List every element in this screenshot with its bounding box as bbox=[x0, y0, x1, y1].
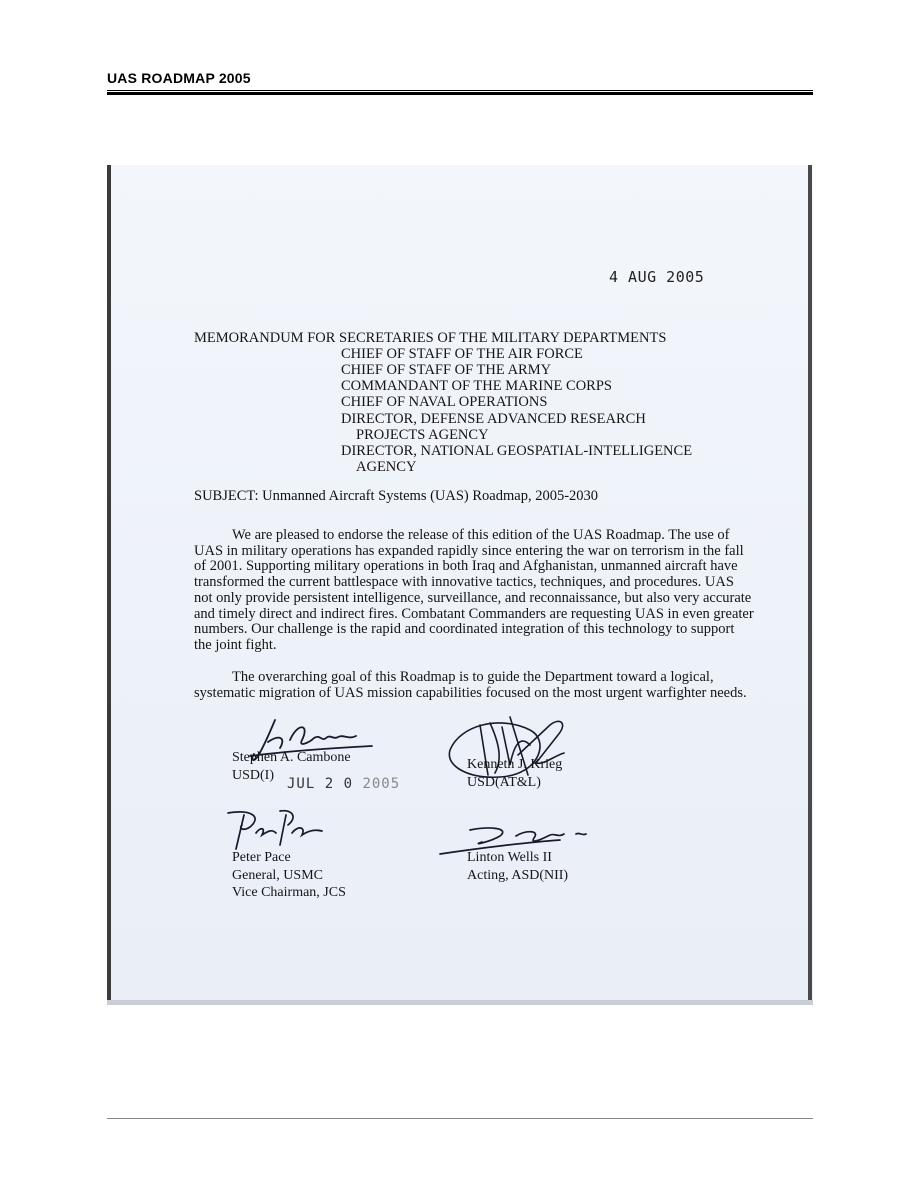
header-rule-thin bbox=[107, 90, 813, 91]
signatory-pace bbox=[232, 849, 346, 902]
received-stamp-year: 2005 bbox=[362, 776, 401, 792]
signatory-title: USD(I) bbox=[232, 767, 274, 783]
signatory-title: General, USMC bbox=[232, 867, 323, 883]
received-stamp bbox=[287, 776, 400, 792]
addressee: CHIEF OF NAVAL OPERATIONS bbox=[341, 394, 548, 410]
date-stamp: 4 AUG 2005 bbox=[609, 268, 705, 286]
addressee: CHIEF OF STAFF OF THE AIR FORCE bbox=[341, 346, 583, 362]
signatory-name: Linton Wells II bbox=[467, 850, 552, 865]
received-stamp-date: JUL 2 0 bbox=[287, 776, 354, 792]
addressee: PROJECTS AGENCY bbox=[356, 427, 489, 443]
body-paragraph-text: The overarching goal of this Roadmap is to guide the Department toward a logical, systematic migration of UAS mission capabilities focused on the most urgent warfighter needs. bbox=[194, 669, 747, 701]
subject-line: SUBJECT: Unmanned Aircraft Systems (UAS) Roadmap, 2005-2030 bbox=[194, 488, 599, 504]
addressee: AGENCY bbox=[356, 459, 417, 475]
body-paragraph bbox=[194, 528, 754, 654]
addressee: DIRECTOR, DEFENSE ADVANCED RESEARCH bbox=[341, 411, 646, 427]
signature-pace bbox=[222, 805, 332, 855]
scan-edge-bottom bbox=[107, 1000, 813, 1005]
signatory-name: Kenneth J. Krieg bbox=[467, 757, 563, 772]
addressee: CHIEF OF STAFF OF THE ARMY bbox=[341, 362, 552, 378]
footer-rule bbox=[107, 1118, 813, 1119]
signatory-title: Vice Chairman, JCS bbox=[232, 885, 346, 900]
addressee: COMMANDANT OF THE MARINE CORPS bbox=[341, 378, 612, 394]
scan-edge-right bbox=[808, 165, 812, 1005]
addressee: DIRECTOR, NATIONAL GEOSPATIAL-INTELLIGENCE bbox=[341, 443, 693, 459]
body-paragraph bbox=[194, 670, 754, 701]
body-paragraph-text: We are pleased to endorse the release of this edition of the UAS Roadmap. The use of UAS in military operations has expanded rapidly since entering the war on terrorism in the fall of 2001. Supporting military operations in both Iraq and Afghanistan, unmanned aircraft have transformed the current battlespace with innovative tactics, techniques, and procedures. UAS not only provide persistent intelligence, surveillance, and reconnaissance, but also very accurate and timely direct and indirect fires. Combatant Commanders are requesting UAS in even greater numbers. Our challenge is the rapid and coordinated integration of this technology to support the joint fight. bbox=[194, 527, 754, 653]
signatory-krieg bbox=[467, 756, 562, 791]
memorandum-for-line: MEMORANDUM FOR SECRETARIES OF THE MILITARY DEPARTMENTS bbox=[194, 330, 667, 346]
running-header-title: UAS ROADMAP 2005 bbox=[107, 70, 251, 86]
signatory-title: Acting, ASD(NII) bbox=[467, 867, 569, 883]
scan-edge-left bbox=[107, 165, 111, 1005]
signatory-wells bbox=[467, 849, 568, 884]
signatory-name: Stephen A. Cambone bbox=[232, 750, 351, 765]
signatory-title: USD(AT&L) bbox=[467, 774, 541, 790]
header-rule-thick bbox=[107, 92, 813, 95]
signatory-name: Peter Pace bbox=[232, 850, 291, 865]
